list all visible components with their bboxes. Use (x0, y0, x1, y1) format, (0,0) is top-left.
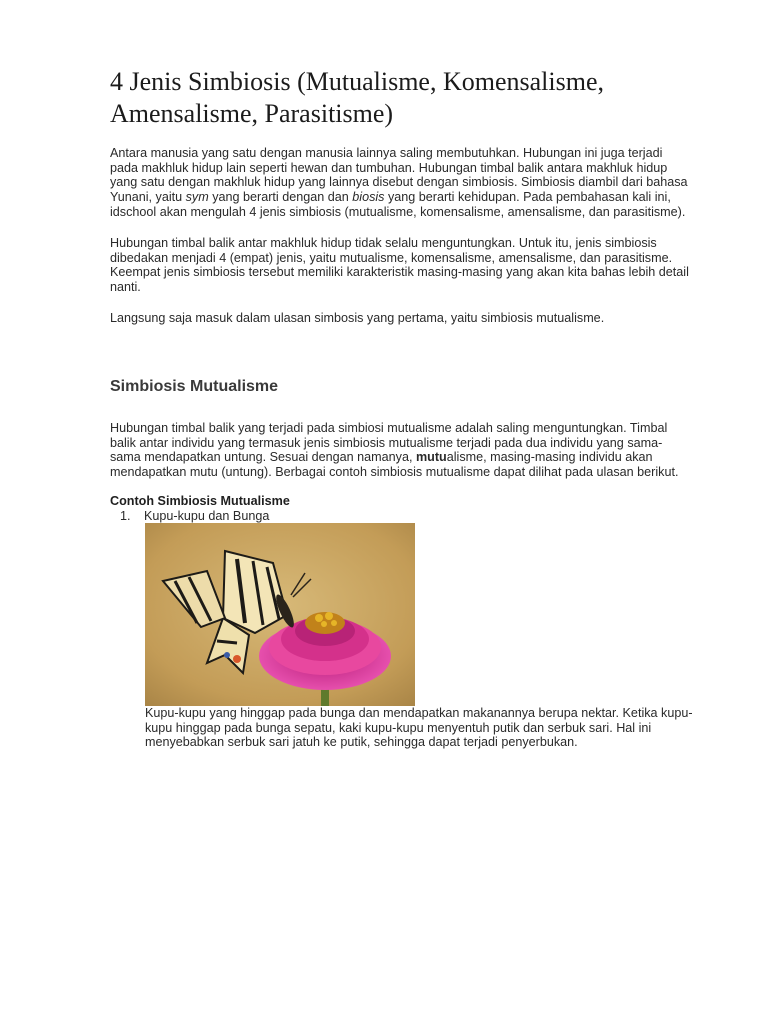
photo-caption: Kupu-kupu yang hinggap pada bunga dan mendapatkan makanannya berupa nektar. Ketika kupu-kupu hinggap pada bunga sepatu, kaki kupu-kupu menyentuh putik dan serbuk sari. Hal ini menyebabkan serbuk sari jatuh ke putik, sehingga dapat terjadi penyerbukan. (145, 706, 693, 750)
mutu-bold: mutu (415, 450, 447, 465)
list-item-number: 1. (120, 509, 131, 523)
list-item (120, 509, 680, 524)
mutualism-text-a: Hubungan timbal balik yang terjadi pada simbiosi mutualisme adalah saling menguntungkan. Timbal balik antar individu yang termasuk jenis simbiosis mutualisme terjadi pada dua individu yang sama-sama mendapatkan untung. Sesuai dengan namanya, (110, 421, 668, 465)
mutualism-paragraph (110, 421, 690, 480)
intro-text-c: yang berarti kehidupan. Pada pembahasan kali ini, idschool akan mengulah 4 jenis simbiosis (mutualisme, komensalisme, amensalisme, dan parasitisme). (110, 190, 686, 219)
lead-paragraph: Langsung saja masuk dalam ulasan simbosis yang pertama, yaitu simbiosis mutualisme. (110, 311, 605, 325)
term-sym: sym (185, 190, 209, 205)
page-title: 4 Jenis Simbiosis (Mutualisme, Komensalisme, Amensalisme, Parasitisme) (110, 67, 604, 128)
examples-subheading: Contoh Simbiosis Mutualisme (110, 494, 290, 508)
list-item-label: Kupu-kupu dan Bunga (144, 509, 270, 523)
mutualism-text-b: alisme, masing-masing individu akan mendapatkan mutu (untung). Berbagai contoh simbiosis mutualisme dapat dilihat pada ulasan berikut. (110, 450, 679, 480)
intro-paragraph-2: Hubungan timbal balik antar makhluk hidup tidak selalu menguntungkan. Untuk itu, jenis simbiosis dibedakan menjadi 4 (empat) jenis, yaitu mutualisme, komensalisme, amensalisme, dan parasitisme. Keempat jenis simbiosis tersebut memiliki karakteristik masing-masing yang akan kita bahas lebih detail nanti. (110, 236, 689, 295)
section-heading: Simbiosis Mutualisme (110, 378, 279, 395)
intro-text-a: Antara manusia yang satu dengan manusia lainnya saling membutuhkan. Hubungan ini juga terjadi pada makhluk hidup lain seperti hewan dan tumbuhan. Hubungan timbal balik antara makhluk hidup yang satu dengan makhluk hidup yang lainnya disebut dengan simbiosis. Simbiosis diambil dari bahasa Yunani, yaitu (110, 146, 688, 205)
intro-text-b: yang berarti dengan dan (208, 190, 353, 205)
butterfly-flower-photo (145, 523, 415, 706)
term-biosis: biosis (352, 190, 385, 205)
intro-paragraph (110, 146, 690, 220)
